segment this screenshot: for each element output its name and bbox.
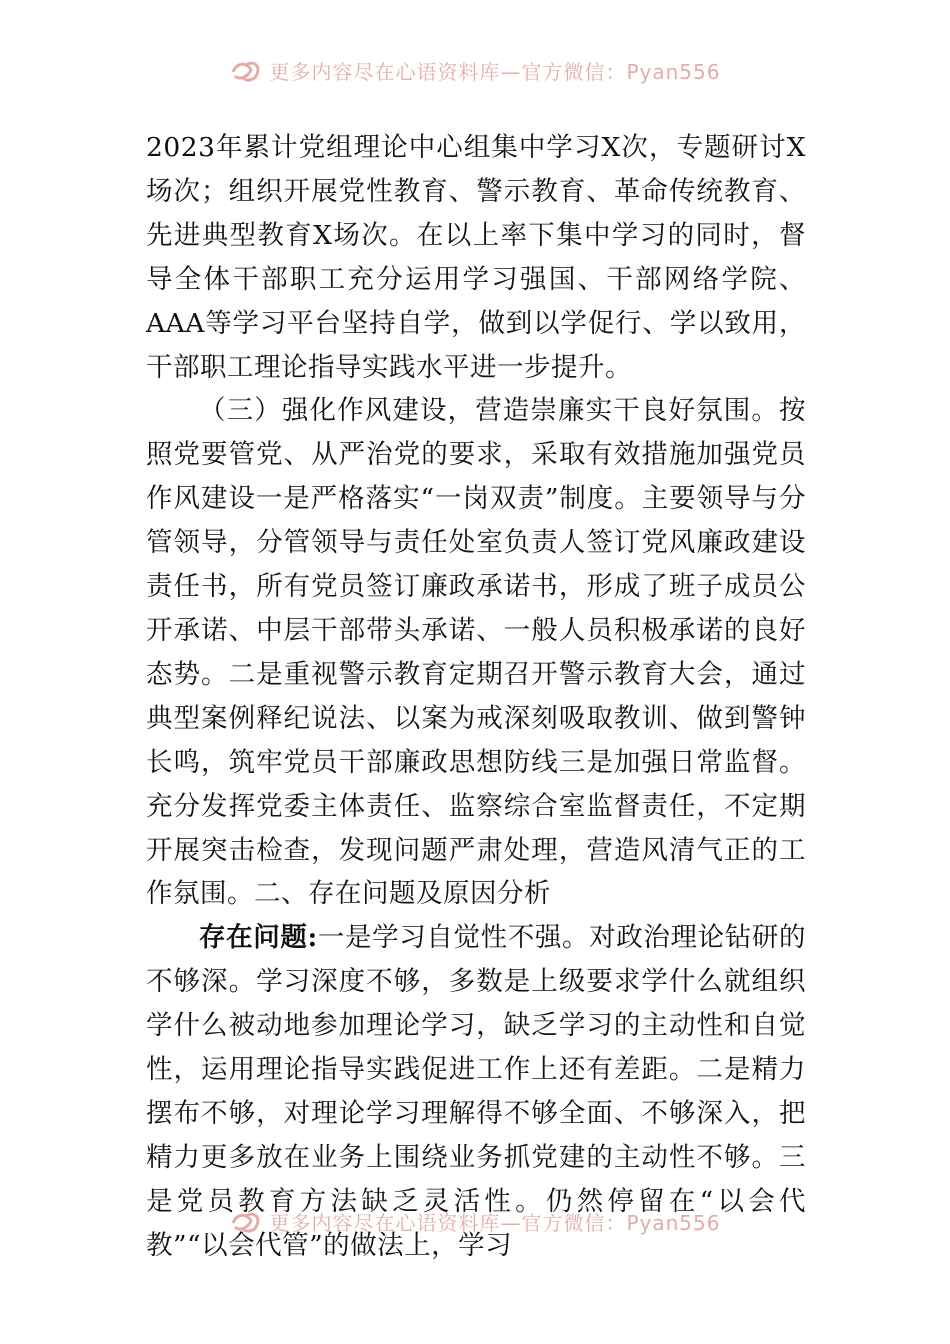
header-watermark xyxy=(0,56,950,85)
problems-body: 一是学习自觉性不强。对政治理论钻研的不够深。学习深度不够，多数是上级要求学什么就组织学什么被动地参加理论学习，缺乏学习的主动性和自觉性，运用理论指导实践促进工作上还有差距。二是精力摆布不够，对理论学习理解得不够全面、不够深入，把精力更多放在业务上围绕业务抓党建的主动性不够。三是党员教育方法缺乏灵活性。仍然停留在“以会代教”“以会代管”的做法上，学习 xyxy=(146,922,806,1261)
footer-watermark xyxy=(0,1207,950,1236)
document-body xyxy=(146,126,806,1268)
watermark-logo-icon xyxy=(229,58,263,84)
watermark-logo-icon xyxy=(229,1209,263,1235)
problems-label: 存在问题: xyxy=(199,922,318,954)
paragraph-work-style: （三）强化作风建设，营造崇廉实干良好氛围。按照党要管党、从严治党的要求，采取有效措施加强党员作风建设一是严格落实“一岗双责”制度。主要领导与分管领导，分管领导与责任处室负责人签订党风廉政建设责任书，所有党员签订廉政承诺书，形成了班子成员公开承诺、中层干部带头承诺、一般人员积极承诺的良好态势。二是重视警示教育定期召开警示教育大会，通过典型案例释纪说法、以案为戒深刻吸取教训、做到警钟长鸣，筑牢党员干部廉政思想防线三是加强日常监督。充分发挥党委主体责任、监察综合室监督责任，不定期开展突击检查，发现问题严肃处理，营造风清气正的工作氛围。二、存在问题及原因分析 xyxy=(146,395,806,910)
footer-watermark-text: 更多内容尽在心语资料库—官方微信：Pyan556 xyxy=(269,1211,721,1235)
paragraph-study: 2023年累计党组理论中心组集中学习X次，专题研讨X场次；组织开展党性教育、警示教育、革命传统教育、先进典型教育X场次。在以上率下集中学习的同时，督导全体干部职工充分运用学习强国、干部网络学院、AAA等学习平台坚持自学，做到以学促行、学以致用，干部职工理论指导实践水平进一步提升。 xyxy=(146,132,806,383)
header-watermark-text: 更多内容尽在心语资料库—官方微信：Pyan556 xyxy=(269,60,721,84)
